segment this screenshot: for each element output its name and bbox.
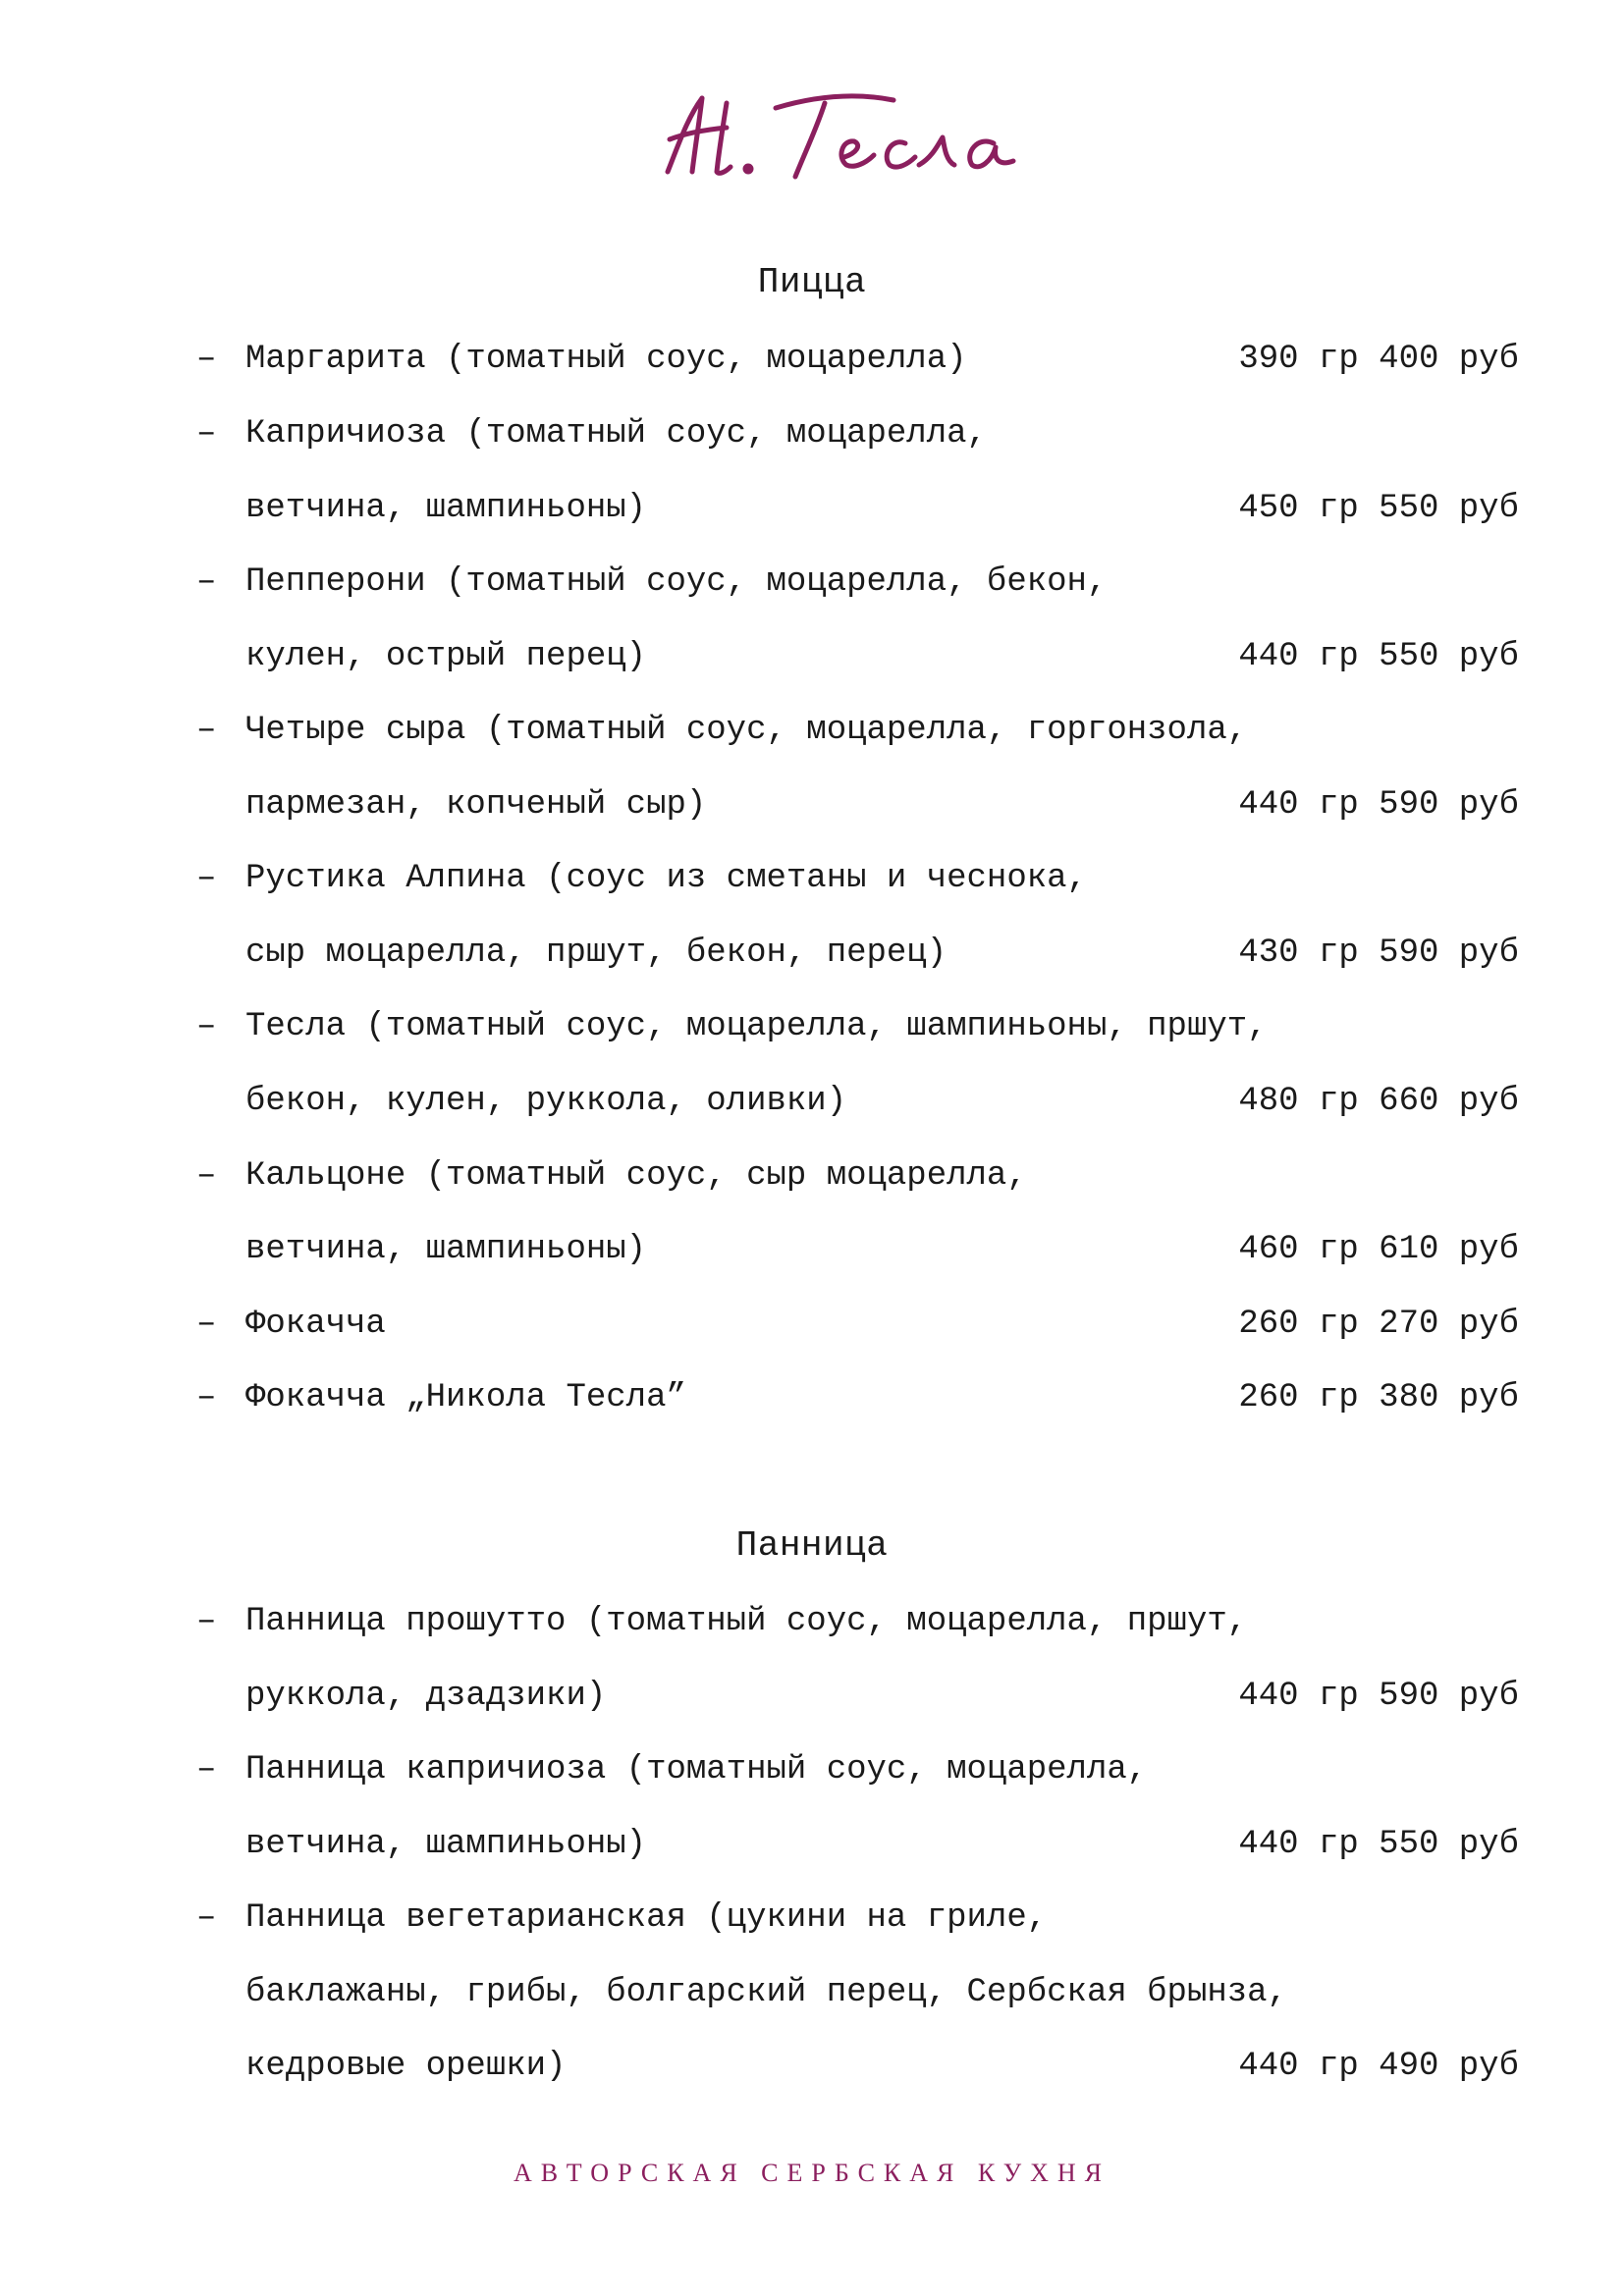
item-description: ветчина, шампиньоны) — [245, 490, 647, 527]
menu-item — [0, 553, 1624, 612]
item-price: 440 гр 550 руб — [1238, 638, 1519, 675]
item-price: 450 гр 550 руб — [1238, 490, 1519, 527]
menu-item — [0, 1592, 1624, 1651]
item-description: руккола, дзадзики) — [245, 1678, 607, 1715]
menu-item — [0, 1889, 1624, 1948]
item-description: Пепперони (томатный соус, моцарелла, бекон, — [245, 563, 1108, 601]
item-description: баклажаны, грибы, болгарский перец, Сербская брынза, — [245, 1974, 1287, 2011]
item-price: 390 гр 400 руб — [1238, 341, 1519, 378]
item-price: 440 гр 490 руб — [1238, 2048, 1519, 2085]
menu-item-continued — [0, 1072, 1624, 1131]
item-description: Панница вегетарианская (цукини на гриле, — [245, 1899, 1048, 1937]
item-price: 260 гр 270 руб — [1238, 1306, 1519, 1343]
menu-item — [0, 997, 1624, 1056]
item-description: Фокачча „Никола Тесла” — [245, 1379, 686, 1416]
item-price: 480 гр 660 руб — [1238, 1083, 1519, 1120]
item-dash: – — [196, 1899, 217, 1937]
brand-logo — [648, 79, 1060, 196]
item-dash: – — [196, 415, 217, 453]
item-description: Кальцоне (томатный соус, сыр моцарелла, — [245, 1157, 1027, 1195]
menu-item-continued — [0, 775, 1624, 834]
item-dash: – — [196, 712, 217, 749]
item-description: Панница капричиоза (томатный соус, моцарелла, — [245, 1751, 1148, 1789]
item-description: ветчина, шампиньоны) — [245, 1231, 647, 1268]
item-description: Фокачча — [245, 1306, 386, 1343]
item-description: Капричиоза (томатный соус, моцарелла, — [245, 415, 987, 453]
item-price: 440 гр 550 руб — [1238, 1826, 1519, 1863]
menu-item — [0, 330, 1624, 389]
item-dash: – — [196, 563, 217, 601]
item-description: кедровые орешки) — [245, 2048, 567, 2085]
item-description: кулен, острый перец) — [245, 638, 647, 675]
item-description: Четыре сыра (томатный соус, моцарелла, горгонзола, — [245, 712, 1248, 749]
item-price: 460 гр 610 руб — [1238, 1231, 1519, 1268]
section-title-pannica: Панница — [735, 1525, 889, 1566]
menu-item — [0, 1295, 1624, 1354]
item-dash: – — [196, 1306, 217, 1343]
item-description: Панница прошутто (томатный соус, моцарелла, пршут, — [245, 1603, 1248, 1640]
item-dash: – — [196, 1157, 217, 1195]
menu-item-continued — [0, 479, 1624, 538]
menu-item — [0, 404, 1624, 463]
menu-item-continued — [0, 1963, 1624, 2022]
item-dash: – — [196, 1379, 217, 1416]
menu-item — [0, 1740, 1624, 1799]
item-price: 440 гр 590 руб — [1238, 786, 1519, 824]
menu-item — [0, 849, 1624, 908]
item-description: Рустика Алпина (соус из сметаны и чеснока, — [245, 860, 1087, 897]
menu-item-continued — [0, 2037, 1624, 2096]
menu-item-continued — [0, 1815, 1624, 1874]
menu-item — [0, 1147, 1624, 1205]
item-description: пармезан, копченый сыр) — [245, 786, 707, 824]
item-description: бекон, кулен, руккола, оливки) — [245, 1083, 847, 1120]
menu-item-continued — [0, 924, 1624, 983]
item-dash: – — [196, 1603, 217, 1640]
menu-item-continued — [0, 627, 1624, 686]
menu-item — [0, 1368, 1624, 1427]
item-dash: – — [196, 1751, 217, 1789]
item-description: ветчина, шампиньоны) — [245, 1826, 647, 1863]
menu-item — [0, 701, 1624, 760]
item-dash: – — [196, 1008, 217, 1045]
item-description: Маргарита (томатный соус, моцарелла) — [245, 341, 967, 378]
section-title-pizza: Пицца — [757, 262, 867, 302]
item-price: 440 гр 590 руб — [1238, 1678, 1519, 1715]
item-price: 430 гр 590 руб — [1238, 934, 1519, 972]
item-description: Тесла (томатный соус, моцарелла, шампиньоны, пршут, — [245, 1008, 1268, 1045]
footer-tagline: АВТОРСКАЯ СЕРБСКАЯ КУХНЯ — [513, 2159, 1111, 2187]
item-dash: – — [196, 341, 217, 378]
menu-item-continued — [0, 1667, 1624, 1726]
item-price: 260 гр 380 руб — [1238, 1379, 1519, 1416]
menu-item-continued — [0, 1220, 1624, 1279]
item-description: сыр моцарелла, пршут, бекон, перец) — [245, 934, 947, 972]
item-dash: – — [196, 860, 217, 897]
